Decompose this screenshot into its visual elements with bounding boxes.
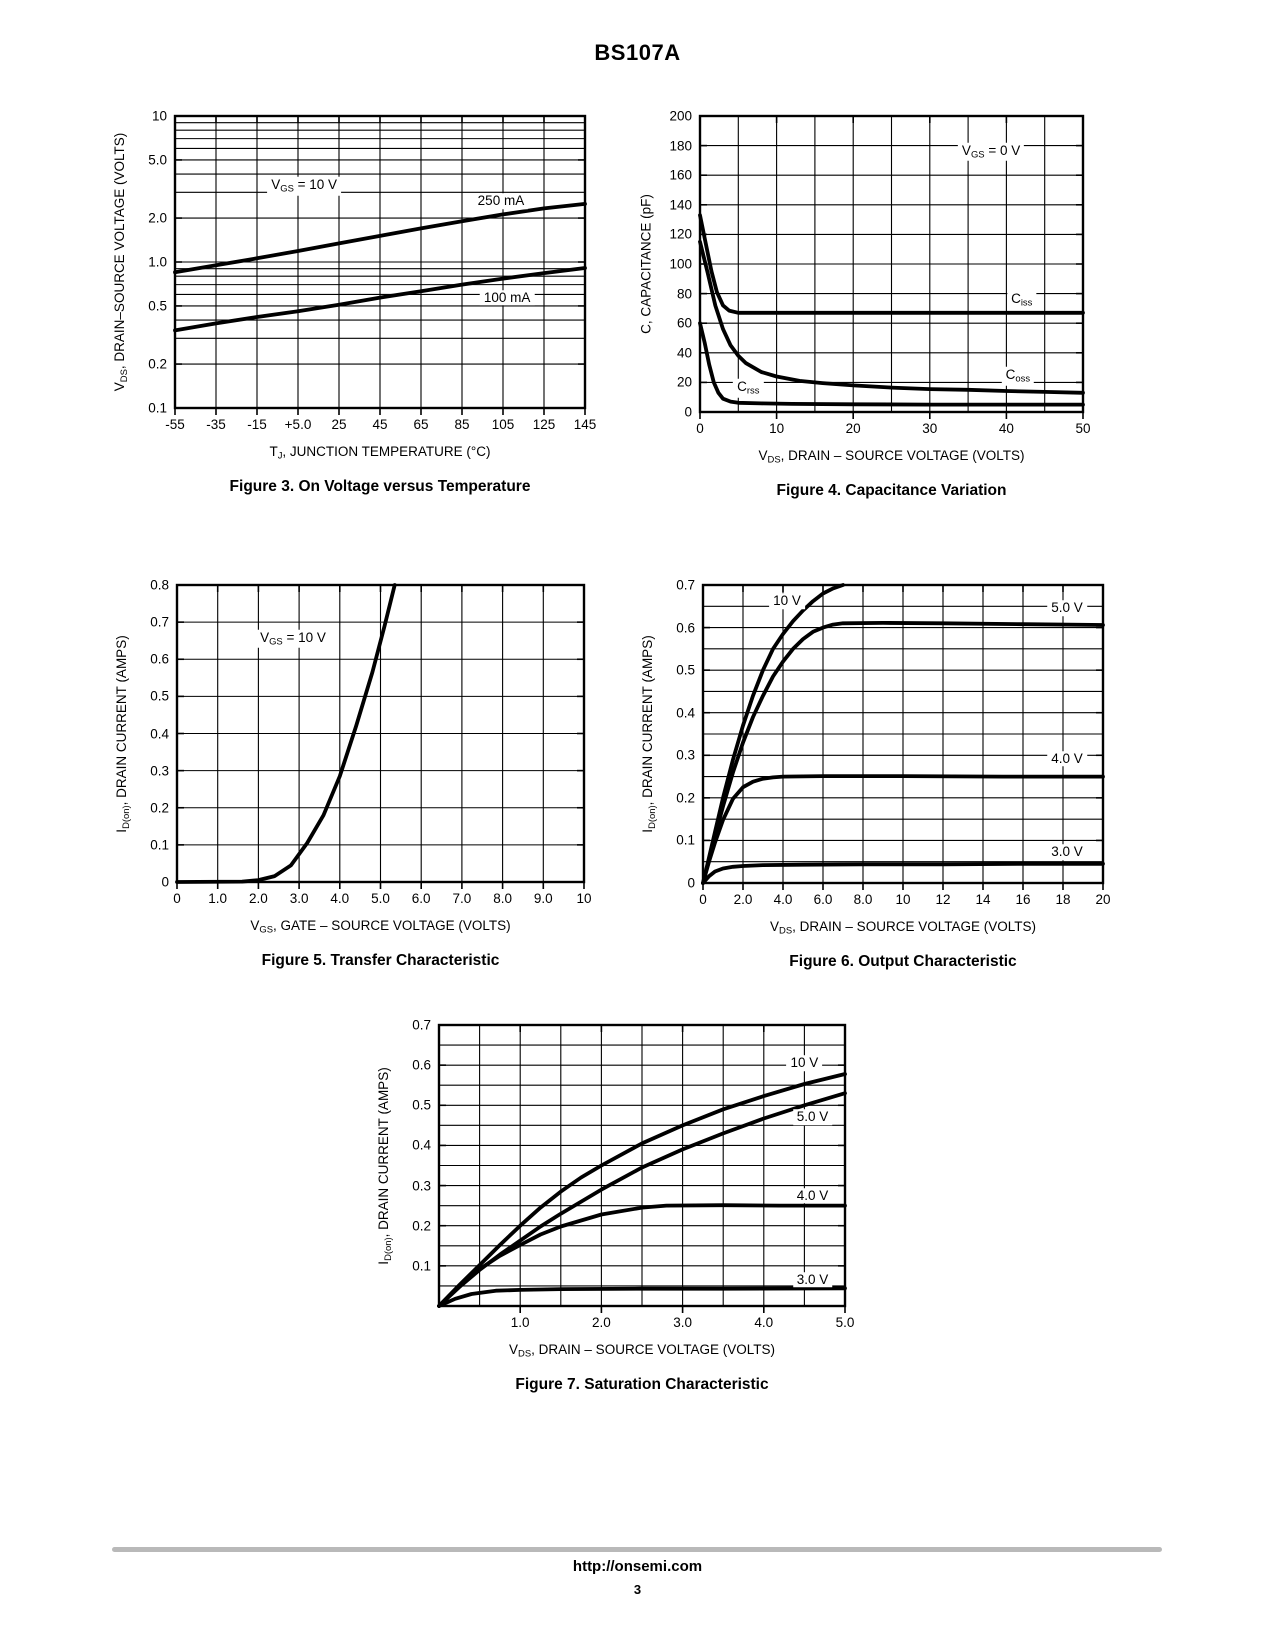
figure-6-plot	[703, 585, 1103, 883]
annotation-v-gs-10-v: VGS = 10 V	[256, 630, 330, 649]
y-tick-label: 0.2	[676, 790, 695, 806]
x-tick-label: 105	[491, 417, 515, 432]
figure-7-plot	[439, 1025, 845, 1306]
x-tick-label: 20	[1095, 892, 1111, 907]
figure-5-y-axis-label: ID(on), DRAIN CURRENT (AMPS)	[114, 634, 132, 833]
x-tick-label: 1.0	[510, 1315, 530, 1330]
x-tick-label: 30	[922, 421, 938, 436]
annotation-v-gs-10-v: VGS = 10 V	[267, 177, 341, 196]
figure-6-x-axis-label: VDS, DRAIN – SOURCE VOLTAGE (VOLTS)	[770, 919, 1036, 937]
x-tick-label: 5.0	[371, 891, 390, 906]
x-tick-label: 1.0	[208, 891, 228, 906]
y-tick-label: 0.3	[412, 1178, 431, 1194]
x-tick-label: 10	[895, 892, 911, 907]
x-tick-label: 2.0	[733, 892, 753, 907]
figure-6-y-axis-label: ID(on), DRAIN CURRENT (AMPS)	[640, 635, 658, 833]
y-tick-label: 60	[676, 315, 692, 331]
x-tick-label: 8.0	[853, 892, 873, 907]
figure-5-x-axis-label: VGS, GATE – SOURCE VOLTAGE (VOLTS)	[250, 918, 511, 936]
x-tick-label: 2.0	[592, 1315, 611, 1330]
figure-7-x-axis-label: VDS, DRAIN – SOURCE VOLTAGE (VOLTS)	[509, 1342, 775, 1360]
annotation-c-iss: Ciss	[1007, 290, 1036, 309]
y-tick-label: 0.6	[676, 620, 695, 636]
x-tick-label: -35	[206, 417, 226, 432]
figure-7-y-axis-label: ID(on), DRAIN CURRENT (AMPS)	[376, 1066, 394, 1265]
annotation-10-v: 10 V	[787, 1055, 823, 1071]
y-tick-label: 0.2	[148, 356, 167, 372]
footer-divider	[112, 1547, 1162, 1552]
y-tick-label: 0.1	[676, 832, 695, 848]
annotation-3-0-v: 3.0 V	[1047, 845, 1087, 861]
figure-3-caption: Figure 3. On Voltage versus Temperature	[229, 478, 531, 495]
y-tick-label: 0.2	[412, 1218, 431, 1234]
y-tick-label: 180	[669, 138, 692, 154]
annotation-v-gs-0-v: VGS = 0 V	[958, 142, 1024, 161]
y-tick-label: 0	[684, 404, 692, 420]
y-tick-label: 0.7	[412, 1017, 431, 1033]
annotation-5-0-v: 5.0 V	[1047, 601, 1087, 617]
annotation-4-0-v: 4.0 V	[793, 1188, 833, 1204]
y-tick-label: 0.4	[150, 726, 169, 741]
x-tick-label: +5.0	[284, 417, 312, 432]
x-tick-label: 3.0	[673, 1315, 692, 1330]
annotation-10-v: 10 V	[769, 593, 805, 609]
y-tick-label: 0.1	[148, 400, 167, 416]
figure-3-y-axis-label: VDS, DRAIN–SOURCE VOLTAGE (VOLTS)	[112, 132, 130, 392]
y-tick-label: 140	[669, 197, 692, 213]
figure-5-caption: Figure 5. Transfer Characteristic	[261, 952, 500, 969]
y-tick-label: 0.3	[676, 747, 695, 763]
y-tick-label: 0.7	[676, 577, 695, 593]
x-tick-label: 10	[769, 421, 785, 436]
x-tick-label: 50	[1075, 421, 1091, 436]
y-tick-label: 0.7	[150, 614, 169, 630]
y-tick-label: 120	[669, 226, 692, 242]
y-tick-label: 0	[161, 874, 169, 890]
annotation-c-oss: Coss	[1002, 367, 1034, 386]
figure-4-caption: Figure 4. Capacitance Variation	[776, 482, 1007, 499]
x-tick-label: 20	[845, 421, 861, 436]
x-tick-label: 9.0	[533, 891, 553, 906]
x-tick-label: 4.0	[773, 892, 793, 907]
x-tick-label: 0	[173, 891, 181, 906]
annotation-100-ma: 100 mA	[480, 290, 535, 306]
x-tick-label: 25	[331, 417, 347, 432]
figure-3-x-axis-label: TJ, JUNCTION TEMPERATURE (°C)	[269, 444, 491, 462]
figure-4-x-axis-label: VDS, DRAIN – SOURCE VOLTAGE (VOLTS)	[758, 448, 1025, 466]
figure-7-caption: Figure 7. Saturation Characteristic	[515, 1376, 769, 1393]
y-tick-label: 0.5	[150, 688, 169, 704]
y-tick-label: 0.8	[150, 577, 169, 593]
y-tick-label: 80	[676, 286, 692, 302]
x-tick-label: 10	[576, 891, 592, 906]
y-tick-label: 0.6	[412, 1057, 431, 1073]
y-tick-label: 160	[669, 167, 692, 183]
x-tick-label: 7.0	[452, 891, 472, 906]
annotation-250-ma: 250 mA	[474, 194, 529, 210]
x-tick-label: 0	[696, 421, 704, 436]
annotation-5-0-v: 5.0 V	[793, 1110, 833, 1126]
y-tick-label: 2.0	[148, 210, 167, 226]
x-tick-label: 12	[935, 892, 951, 907]
y-tick-label: 10	[151, 108, 167, 124]
y-tick-label: 0.3	[150, 763, 169, 779]
y-tick-label: 200	[669, 108, 692, 124]
x-tick-label: 145	[573, 417, 597, 432]
y-tick-label: 0.5	[148, 298, 167, 314]
y-tick-label: 0.2	[150, 800, 169, 816]
y-tick-label: 0.5	[412, 1097, 431, 1113]
annotation-3-0-v: 3.0 V	[793, 1272, 833, 1288]
footer-url-link[interactable]: http://onsemi.com	[572, 1558, 703, 1575]
x-tick-label: 18	[1055, 892, 1071, 907]
annotation-4-0-v: 4.0 V	[1047, 751, 1087, 767]
page-title: BS107A	[594, 40, 681, 65]
x-tick-label: 45	[372, 417, 388, 432]
x-tick-label: 40	[998, 421, 1014, 436]
y-tick-label: 0.1	[150, 837, 169, 853]
y-tick-label: 1.0	[148, 254, 167, 270]
x-tick-label: 4.0	[754, 1315, 774, 1330]
y-tick-label: 20	[676, 374, 692, 390]
x-tick-label: 6.0	[813, 892, 833, 907]
y-tick-label: 0.1	[412, 1258, 431, 1274]
figure-3-plot	[175, 116, 585, 408]
x-tick-label: 85	[454, 417, 470, 432]
x-tick-label: 0	[699, 892, 707, 907]
x-tick-label: 2.0	[249, 891, 268, 906]
figure-4-y-axis-label: C, CAPACITANCE (pF)	[638, 194, 654, 334]
x-tick-label: -15	[247, 417, 267, 432]
y-tick-label: 5.0	[148, 152, 167, 168]
x-tick-label: 5.0	[835, 1315, 855, 1330]
annotation-c-rss: Crss	[733, 379, 763, 398]
x-tick-label: 14	[975, 892, 991, 907]
figure-6-caption: Figure 6. Output Characteristic	[789, 953, 1017, 970]
figure-5-plot	[177, 585, 584, 882]
y-tick-label: 0.4	[412, 1137, 431, 1153]
x-tick-label: 3.0	[289, 891, 309, 906]
x-tick-label: 8.0	[493, 891, 512, 906]
x-tick-label: -55	[165, 417, 185, 432]
y-tick-label: 100	[669, 256, 692, 272]
x-tick-label: 6.0	[411, 891, 431, 906]
y-tick-label: 0	[687, 875, 695, 891]
y-tick-label: 0.5	[676, 662, 695, 678]
y-tick-label: 0.6	[150, 651, 169, 667]
y-tick-label: 0.4	[676, 705, 695, 721]
page-number: 3	[633, 1582, 642, 1597]
y-tick-label: 40	[676, 345, 692, 361]
x-tick-label: 4.0	[330, 891, 350, 906]
x-tick-label: 16	[1015, 892, 1031, 907]
x-tick-label: 125	[532, 417, 556, 432]
x-tick-label: 65	[413, 417, 429, 432]
